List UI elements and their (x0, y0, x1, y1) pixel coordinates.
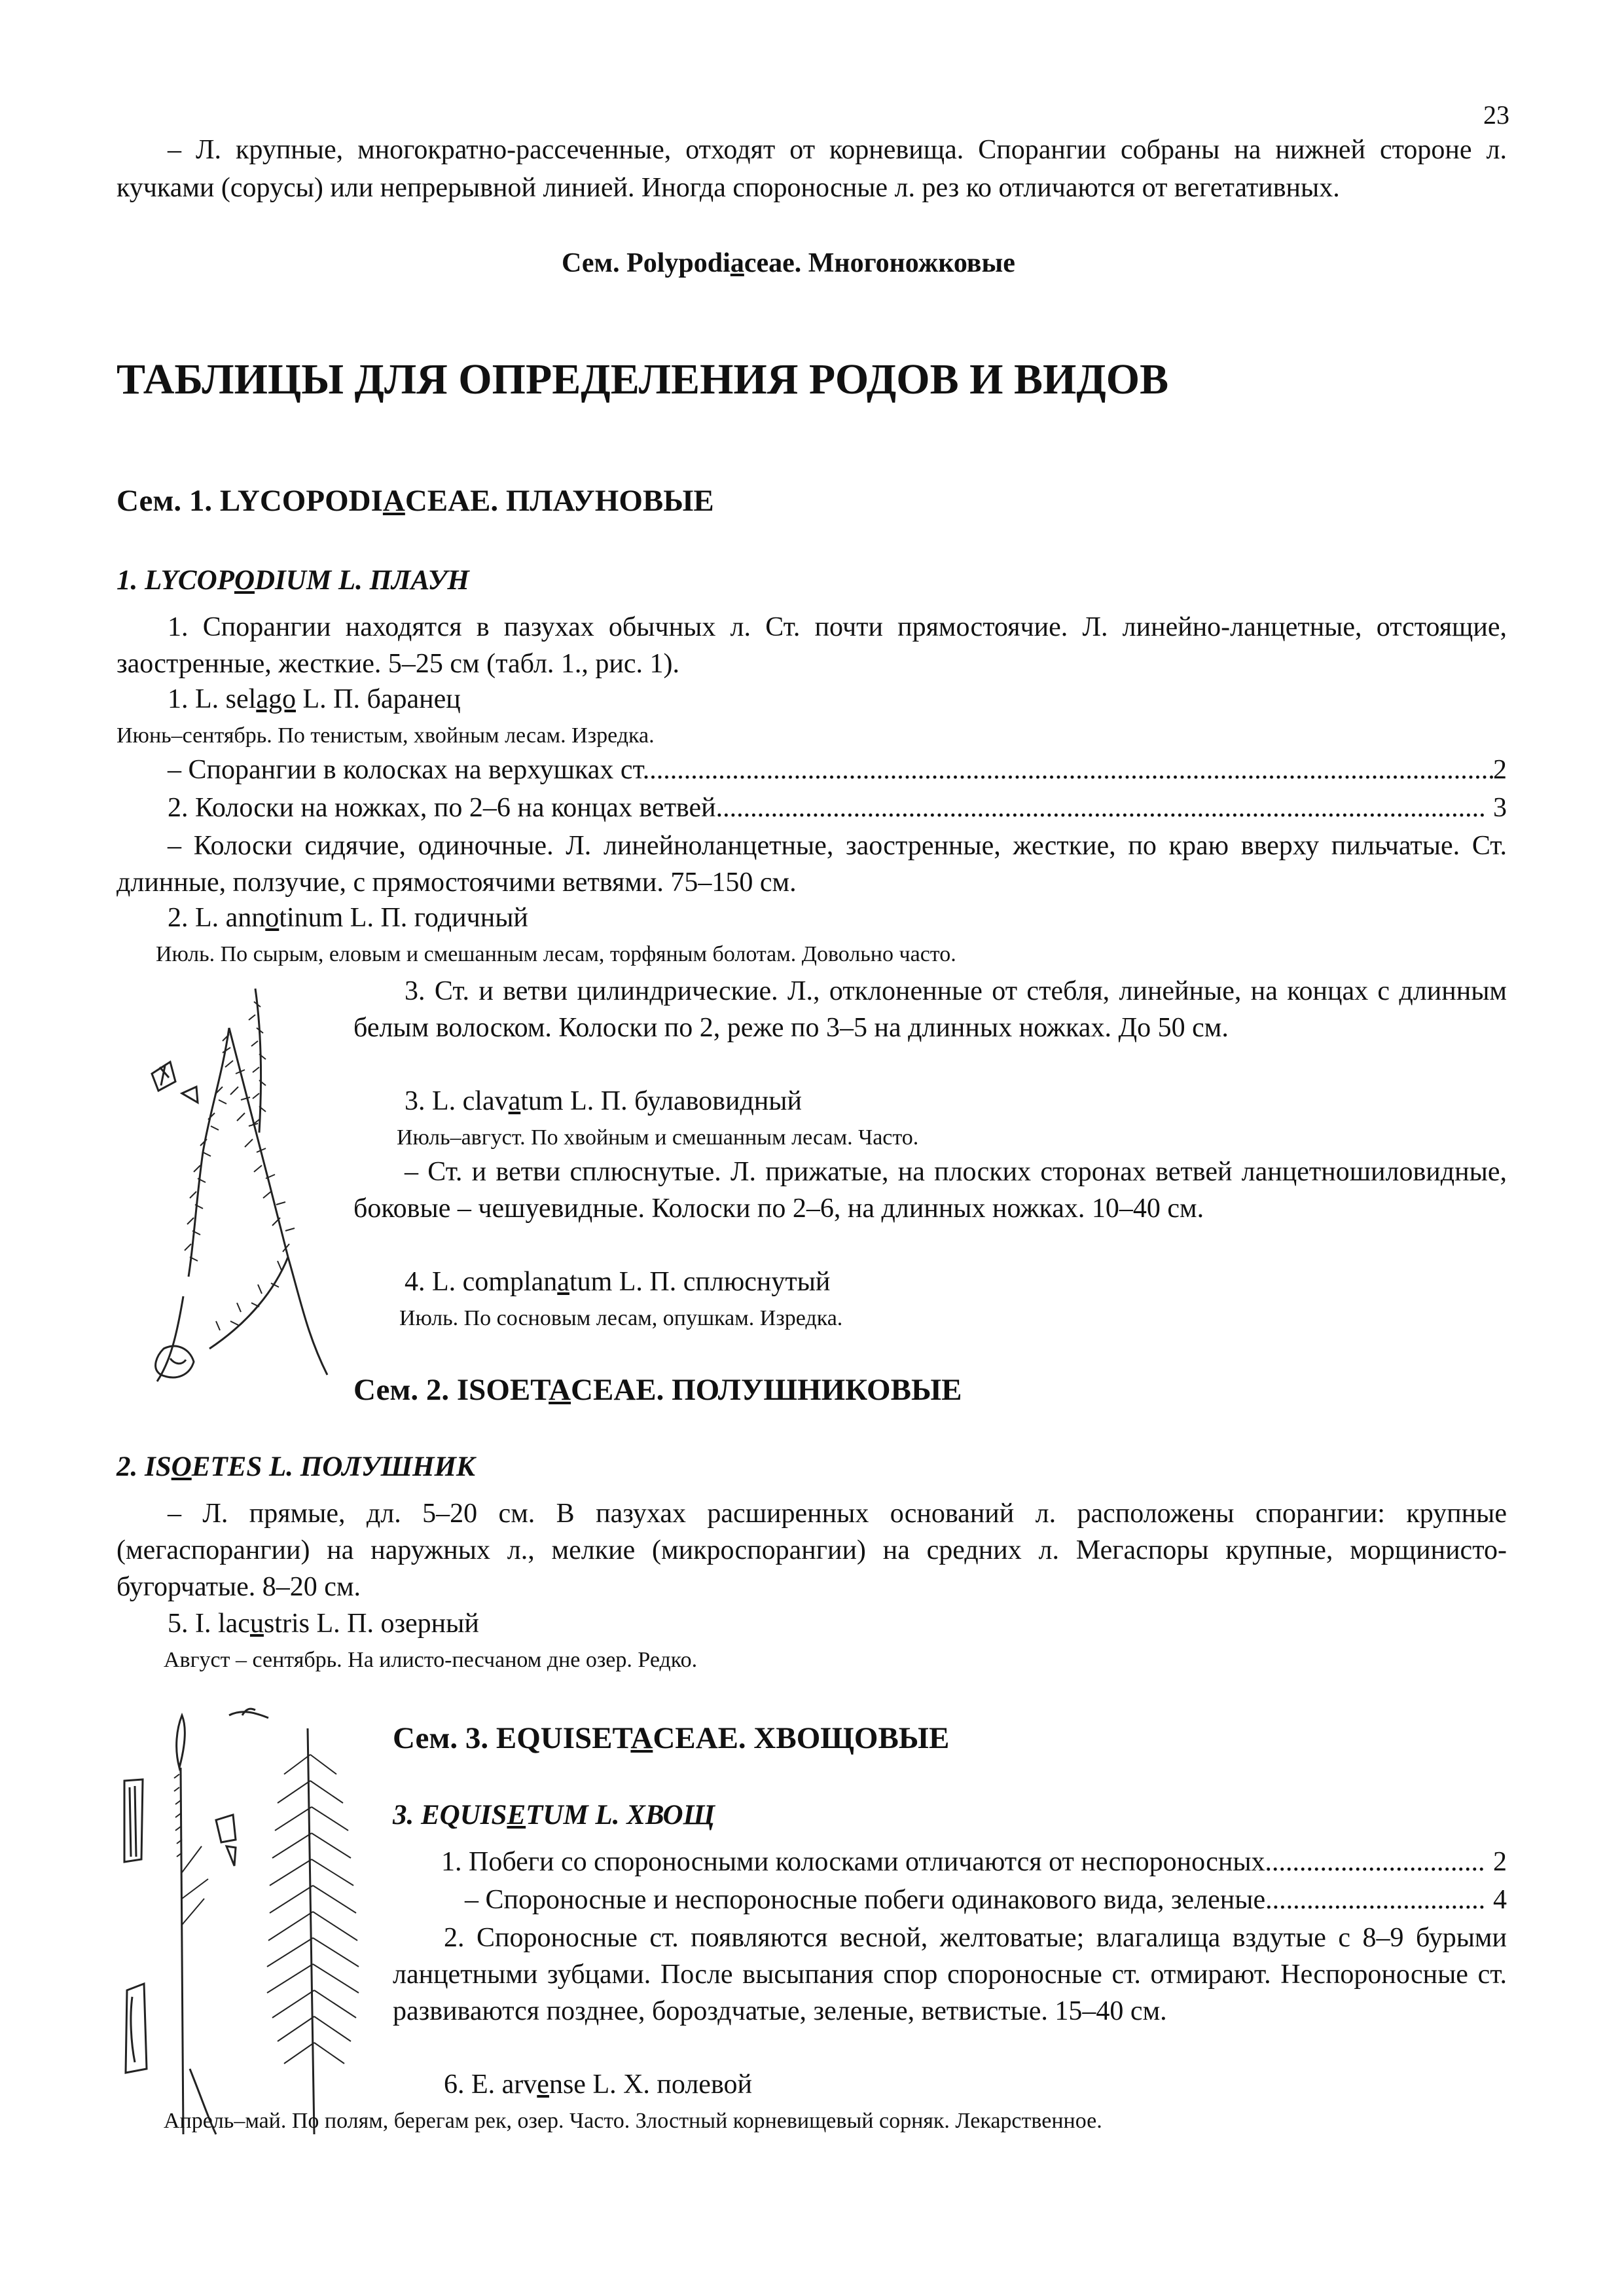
species-2-name: 2. L. annotinum L. П. годичный (168, 903, 528, 933)
species-6-name: 6. E. arvense L. Х. полевой (444, 2069, 752, 2100)
family-1-title: Сем. 1. LYCOPODIACEAE. ПЛАУНОВЫЕ (117, 484, 714, 518)
equisetum-illustration (111, 1702, 386, 2147)
key-isoetes: – Л. прямые, дл. 5–20 см. В пазухах расширенных оснований л. расположены спорангии: крупные (мегаспорангии) на наружных л., мелкие (микроспорангии) на средних л. Мегаспоры крупные, морщинисто-бугорчатые. 8–20 см. (117, 1499, 1507, 1602)
family-2-title: Сем. 2. ISOETACEAE. ПОЛУШНИКОВЫЕ (353, 1373, 962, 1407)
species-1-name: 1. L. selago L. П. баранец (168, 684, 461, 714)
genus-equisetum-title: 3. EQUISETUM L. ХВОЩ (393, 1800, 715, 1831)
species-3-note: Июль–август. По хвойным и смешанным лесам. Часто. (397, 1125, 919, 1150)
key-2b-lycopodium: – Колоски сидячие, одиночные. Л. линейноланцетные, заостренные, жесткие, по краю вверху пильчатые. Ст. длинные, ползучие, с прямостоячими ветвями. 75–150 см. (117, 831, 1507, 898)
key-3b-lycopodium: – Ст. и ветви сплюснутые. Л. прижатые, на плоских сторонах ветвей ланцетношиловидные, боковые – чешуевидные. Колоски по 2–6, на длинных ножках. 10–40 см. (353, 1157, 1507, 1224)
key-3-lycopodium: 3. Ст. и ветви цилиндрические. Л., отклоненные от стебля, линейные, на концах с длинным белым волоском. Колоски по 2, реже по 3–5 на длинных ножках. До 50 см. (353, 976, 1507, 1043)
species-6-note: Апрель–май. По полям, берегам рек, озер. Часто. Злостный корневищевый сорняк. Лекарственное. (164, 2109, 1102, 2133)
lycopodium-illustration (131, 982, 353, 1388)
species-2-note: Июль. По сырым, еловым и смешанным лесам, торфяным болотам. Довольно часто. (156, 942, 956, 966)
species-5-note: Август – сентябрь. На илисто-песчаном дне озер. Редко. (164, 1648, 698, 1672)
key-1-lycopodium: 1. Спорангии находятся в пазухах обычных л. Ст. почти прямостоячие. Л. линейно-ланцетные, отстоящие, заостренные, жесткие. 5–25 см (табл. 1., рис. 1). (117, 612, 1507, 679)
key-2-lycopodium: 2. Колоски на ножках, по 2–6 на концах ветвей ..... 3 (168, 790, 1507, 826)
genus-isoetes-title: 2. ISOETES L. ПОЛУШНИК (117, 1451, 476, 1482)
main-title: ТАБЛИЦЫ ДЛЯ ОПРЕДЕЛЕНИЯ РОДОВ И ВИДОВ (117, 355, 1169, 403)
species-4-note: Июль. По сосновым лесам, опушкам. Изредка. (399, 1306, 843, 1330)
species-4-name: 4. L. complanatum L. П. сплюснутый (405, 1267, 831, 1297)
species-3-name: 3. L. clavatum L. П. булавовидный (405, 1086, 803, 1116)
genus-lycopodium-title: 1. LYCOPODIUM L. ПЛАУН (117, 565, 469, 596)
page-number: 23 (1483, 100, 1509, 130)
family-3-title: Сем. 3. EQUISETACEAE. ХВОЩОВЫЕ (393, 1721, 950, 1755)
species-5-name: 5. I. lacustris L. П. озерный (168, 1609, 479, 1639)
intro-paragraph: – Л. крупные, многократно-рассеченные, отходят от корневища. Спорангии собраны на нижней стороне л. кучками (сорусы) или непрерывной линией. Иногда спороносные л. рез ко отличаются от вегетативных. (117, 135, 1507, 203)
key-1-equisetum: 1. Побеги со спороносными колосками отличаются от неспороносных ..... 2 (441, 1844, 1507, 1880)
family-result-polypodiaceae: Сем. Polypodiaceae. Многоножковые (562, 248, 1015, 278)
key-1b-equisetum: – Спороносные и неспороносные побеги одинакового вида, зеленые. ..... 4 (465, 1882, 1507, 1918)
species-1-note: Июнь–сентябрь. По тенистым, хвойным лесам. Изредка. (117, 723, 655, 748)
key-1b-lycopodium: – Спорангии в колосках на верхушках ст. ..... 2 (168, 752, 1507, 788)
key-2-equisetum: 2. Спороносные ст. появляются весной, желтоватые; влагалища вздутые с 8–9 бурыми ланцетными зубцами. После высыпания спор спороносные ст. отмирают. Неспороносные ст. развиваются позднее, бороздчатые, зеленые, ветвистые. 15–40 см. (393, 1923, 1507, 2026)
